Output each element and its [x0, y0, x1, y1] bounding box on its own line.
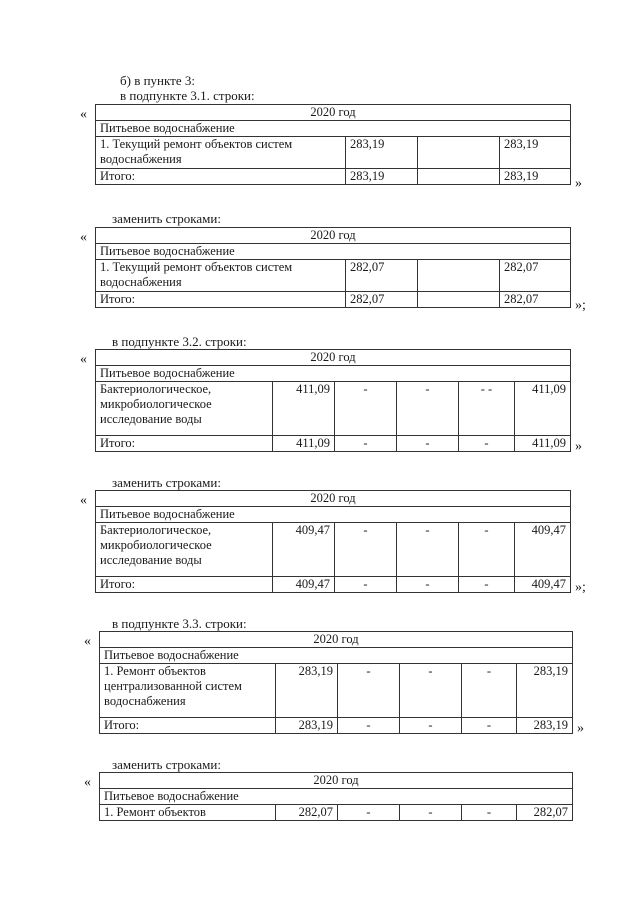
close-quote: » [577, 721, 584, 736]
table-3-2-new [95, 490, 571, 593]
close-quote: » [575, 176, 582, 191]
total-dash-1: - [338, 718, 400, 734]
close-quote-semicolon: »; [575, 580, 586, 595]
row-dash-3: - [462, 805, 517, 821]
subpoint-3-2-heading: в подпункте 3.2. строки: [112, 334, 247, 349]
table-3-3-old [99, 631, 573, 734]
year-header: 2020 год [96, 350, 571, 366]
total-value: 283,19 [346, 169, 418, 185]
total-sum-value: 283,19 [517, 718, 573, 734]
row-total-value: 282,07 [500, 260, 571, 292]
open-quote: « [84, 775, 91, 790]
total-sum-value: 283,19 [500, 169, 571, 185]
table-3-3-new [99, 772, 573, 821]
open-quote: « [80, 493, 87, 508]
table-3-1-old [95, 104, 571, 185]
row-total-value: 282,07 [517, 805, 573, 821]
row-dash-1: - [335, 523, 397, 577]
row-dash-3: - [462, 664, 517, 718]
row-dash-1: - [338, 805, 400, 821]
row-value: 409,47 [273, 523, 335, 577]
year-header: 2020 год [96, 228, 571, 244]
open-quote: « [80, 107, 87, 122]
total-label: Итого: [96, 436, 273, 452]
row-value: 411,09 [273, 382, 335, 436]
row-value: 282,07 [346, 260, 418, 292]
total-value: 283,19 [276, 718, 338, 734]
total-sum-value: 409,47 [515, 577, 571, 593]
year-header: 2020 год [100, 773, 573, 789]
replace-label: заменить строками: [112, 211, 221, 226]
row-value: 283,19 [276, 664, 338, 718]
total-dash-2: - [397, 436, 459, 452]
section-label: Питьевое водоснабжение [96, 366, 571, 382]
row-value: 282,07 [276, 805, 338, 821]
row-dash-1: - [335, 382, 397, 436]
total-label: Итого: [96, 292, 346, 308]
row-empty-cell [418, 260, 500, 292]
total-value: 411,09 [273, 436, 335, 452]
section-label: Питьевое водоснабжение [100, 789, 573, 805]
total-dash-2: - [400, 718, 462, 734]
total-dash-1: - [335, 577, 397, 593]
row-dash-2: - [400, 805, 462, 821]
row-label: Бактериологическое, микробиологическое исследование воды [96, 382, 273, 436]
row-label: 1. Текущий ремонт объектов систем водоснабжения [96, 260, 346, 292]
total-label: Итого: [96, 577, 273, 593]
item-b-heading: б) в пункте 3: [120, 73, 195, 88]
row-dash-3: - - [459, 382, 515, 436]
row-dash-2: - [397, 523, 459, 577]
total-value: 409,47 [273, 577, 335, 593]
row-label: 1. Ремонт объектов централизованной систем водоснабжения [100, 664, 276, 718]
total-dash-2: - [397, 577, 459, 593]
row-total-value: 409,47 [515, 523, 571, 577]
total-empty-cell [418, 292, 500, 308]
row-total-value: 283,19 [500, 137, 571, 169]
row-dash-1: - [338, 664, 400, 718]
total-dash-3: - [462, 718, 517, 734]
total-label: Итого: [96, 169, 346, 185]
row-label: 1. Текущий ремонт объектов систем водоснабжения [96, 137, 346, 169]
row-total-value: 283,19 [517, 664, 573, 718]
row-label: 1. Ремонт объектов [100, 805, 276, 821]
row-empty-cell [418, 137, 500, 169]
year-header: 2020 год [100, 632, 573, 648]
row-dash-3: - [459, 523, 515, 577]
row-label: Бактериологическое, микробиологическое исследование воды [96, 523, 273, 577]
row-value: 283,19 [346, 137, 418, 169]
close-quote-semicolon: »; [575, 298, 586, 313]
open-quote: « [84, 634, 91, 649]
table-3-1-new [95, 227, 571, 308]
section-label: Питьевое водоснабжение [100, 648, 573, 664]
open-quote: « [80, 352, 87, 367]
open-quote: « [80, 230, 87, 245]
year-header: 2020 год [96, 491, 571, 507]
total-dash-3: - [459, 436, 515, 452]
table-3-2-old [95, 349, 571, 452]
close-quote: » [575, 439, 582, 454]
replace-label: заменить строками: [112, 475, 221, 490]
subpoint-3-3-heading: в подпункте 3.3. строки: [112, 616, 247, 631]
section-label: Питьевое водоснабжение [96, 507, 571, 523]
total-sum-value: 282,07 [500, 292, 571, 308]
total-empty-cell [418, 169, 500, 185]
section-label: Питьевое водоснабжение [96, 121, 571, 137]
replace-label: заменить строками: [112, 757, 221, 772]
subpoint-3-1-heading: в подпункте 3.1. строки: [120, 88, 255, 103]
total-label: Итого: [100, 718, 276, 734]
total-dash-1: - [335, 436, 397, 452]
row-total-value: 411,09 [515, 382, 571, 436]
year-header: 2020 год [96, 105, 571, 121]
total-dash-3: - [459, 577, 515, 593]
section-label: Питьевое водоснабжение [96, 244, 571, 260]
total-value: 282,07 [346, 292, 418, 308]
total-sum-value: 411,09 [515, 436, 571, 452]
row-dash-2: - [400, 664, 462, 718]
row-dash-2: - [397, 382, 459, 436]
